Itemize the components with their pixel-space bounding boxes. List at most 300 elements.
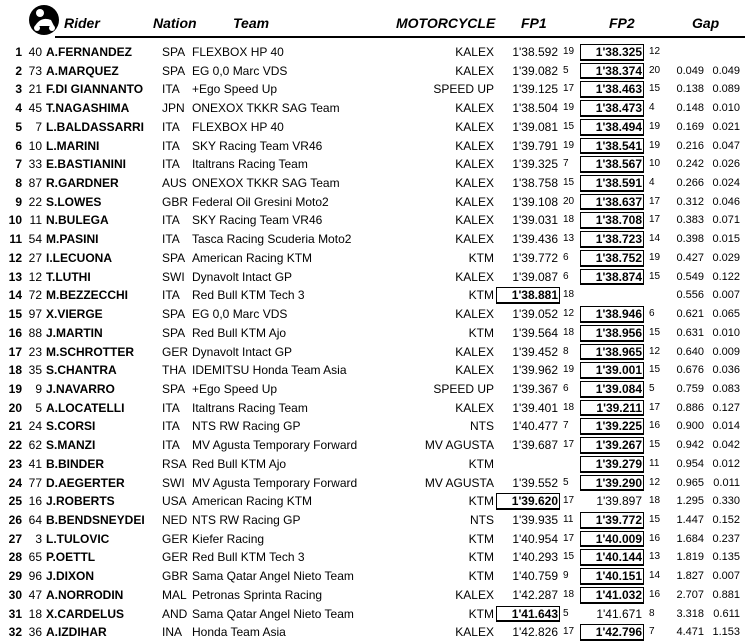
gap-previous: 0.011: [713, 476, 740, 489]
gap-previous: 0.007: [712, 289, 740, 302]
rider-number: 72: [28, 288, 42, 303]
table-row: [0, 474, 745, 493]
team-name: ONEXOX TKKR SAG Team: [192, 101, 340, 116]
position: 1: [15, 45, 22, 59]
motorcycle: KALEX: [455, 363, 494, 378]
position: 18: [8, 363, 22, 378]
header-rider: Rider: [64, 15, 100, 31]
fp2-laps: 16: [649, 588, 661, 600]
table-row: [0, 361, 745, 380]
team-name: EG 0,0 Marc VDS: [192, 63, 288, 78]
fp2-time: 1'38.965: [582, 343, 642, 362]
fp1-laps: 18: [563, 289, 575, 301]
fp1-time: 1'39.367: [512, 381, 558, 396]
rider-number: 12: [28, 269, 42, 284]
rider-name: L.MARINI: [46, 138, 100, 153]
motorcycle: KALEX: [455, 157, 494, 172]
position: 28: [8, 550, 22, 565]
position: 3: [15, 82, 22, 97]
gap-first: 0.049: [676, 64, 704, 77]
gap-first: 1.684: [676, 532, 704, 545]
team-name: +Ego Speed Up: [192, 82, 278, 97]
header-fp2: FP2: [609, 15, 635, 31]
table-row: [0, 586, 745, 605]
fp2-laps: 14: [649, 233, 661, 245]
header-gap: Gap: [692, 15, 720, 31]
table-row: [0, 80, 745, 99]
position: 16: [8, 325, 22, 340]
gap-previous: 0.012: [712, 457, 740, 470]
team-name: Kiefer Racing: [192, 531, 265, 546]
fp1-laps: 19: [563, 102, 575, 114]
fp2-time: 1'39.084: [582, 380, 642, 399]
rider-number: 54: [28, 232, 42, 247]
fp1-time: 1'40.293: [512, 550, 558, 565]
fp2-laps: 7: [649, 626, 655, 638]
gap-previous: 0.065: [712, 308, 740, 321]
table-row: [0, 417, 745, 436]
position: 19: [8, 381, 22, 396]
table-row: [0, 455, 745, 474]
header-team: Team: [233, 15, 270, 31]
motorcycle: KALEX: [455, 344, 494, 359]
fp2-laps: 12: [649, 345, 661, 357]
rider-name: X.VIERGE: [46, 307, 103, 322]
gap-previous: 0.122: [712, 270, 740, 283]
rider-number: 77: [28, 475, 42, 490]
team-name: ONEXOX TKKR SAG Team: [192, 176, 340, 191]
fp2-time: 1'39.225: [582, 417, 642, 436]
gap-first: 0.312: [676, 195, 704, 208]
position: 25: [8, 494, 22, 509]
table-row: [0, 399, 745, 418]
rider-number: 47: [28, 587, 42, 602]
team-name: Tasca Racing Scuderia Moto2: [192, 232, 352, 247]
fp2-laps: 10: [649, 158, 661, 170]
motorcycle: KALEX: [455, 45, 494, 59]
rider-name: J.ROBERTS: [46, 494, 115, 509]
fp2-time: 1'38.374: [582, 62, 642, 81]
fp1-laps: 17: [563, 626, 575, 638]
gap-previous: 0.009: [712, 345, 740, 358]
fp2-laps: 18: [649, 495, 661, 507]
fp1-time: 1'39.452: [512, 344, 558, 359]
table-row: [0, 605, 745, 624]
fp2-time: 1'38.463: [582, 80, 642, 99]
gap-first: 0.549: [676, 270, 704, 283]
gap-first: 3.318: [676, 607, 704, 620]
fp2-time: 1'38.874: [582, 268, 642, 287]
fp1-time: 1'39.436: [512, 232, 558, 247]
fp1-laps: 19: [563, 139, 575, 151]
header-nation: Nation: [153, 15, 197, 31]
team-name: Red Bull KTM Tech 3: [192, 550, 305, 565]
gap-first: 0.640: [676, 345, 704, 358]
rider-number: 73: [28, 63, 42, 78]
motorcycle: KALEX: [455, 587, 494, 602]
position: 15: [8, 307, 22, 322]
gap-first: 0.266: [676, 177, 704, 190]
team-name: FLEXBOX HP 40: [192, 119, 284, 134]
position: 23: [8, 456, 22, 471]
position: 21: [8, 419, 22, 434]
fp1-time: 1'40.759: [512, 569, 558, 584]
gap-first: 0.383: [676, 214, 704, 227]
fp1-time: 1'39.962: [512, 363, 558, 378]
rider-number: 11: [29, 213, 42, 228]
fp2-time: 1'40.009: [582, 530, 642, 549]
motorcycle: KTM: [468, 569, 494, 584]
gap-previous: 0.135: [712, 551, 740, 564]
fp1-time: 1'39.081: [512, 119, 558, 134]
rider-number: 18: [28, 606, 42, 621]
fp2-laps: 15: [649, 270, 661, 282]
motorcycle: KTM: [468, 550, 494, 565]
fp1-laps: 6: [563, 251, 569, 263]
gap-previous: 0.046: [712, 195, 740, 208]
team-name: SKY Racing Team VR46: [192, 138, 323, 153]
fp2-laps: 16: [649, 420, 661, 432]
fp2-laps: 4: [649, 102, 655, 114]
team-name: Italtrans Racing Team: [192, 157, 308, 172]
gap-first: 0.759: [676, 382, 704, 395]
position: 29: [8, 569, 22, 584]
motorcycle: KTM: [468, 494, 494, 509]
fp1-laps: 17: [563, 439, 575, 451]
fp2-time: 1'40.144: [582, 548, 642, 567]
fp1-laps: 11: [563, 514, 574, 525]
gap-first: 1.827: [676, 570, 704, 583]
gap-previous: 0.611: [713, 607, 740, 620]
table-row: [0, 174, 745, 193]
fp2-laps: 20: [649, 64, 661, 76]
motorcycle: SPEED UP: [433, 82, 494, 97]
rider-name: S.CHANTRA: [46, 363, 117, 378]
nation: SPA: [162, 45, 186, 59]
fp1-time: 1'38.881: [498, 286, 558, 305]
gap-first: 0.621: [676, 308, 704, 321]
gap-previous: 0.036: [712, 364, 740, 377]
team-name: EG 0,0 Marc VDS: [192, 307, 288, 322]
motorcycle: NTS: [470, 419, 494, 434]
table-row: [0, 436, 745, 455]
position: 27: [8, 531, 22, 546]
nation: RSA: [162, 456, 187, 471]
motorcycle: KALEX: [455, 119, 494, 134]
fp2-time: 1'38.591: [582, 174, 642, 193]
fp2-laps: 17: [649, 214, 661, 226]
rider-name: D.AEGERTER: [46, 475, 125, 490]
team-name: MV Agusta Temporary Forward: [192, 475, 358, 490]
gap-previous: 0.029: [712, 251, 740, 264]
gap-previous: 0.881: [712, 588, 740, 601]
nation: GBR: [162, 569, 189, 584]
fp2-laps: 14: [649, 570, 661, 582]
nation: AUS: [162, 176, 187, 191]
gap-first: 0.676: [676, 364, 704, 377]
motorcycle-rider-icon: [27, 4, 61, 36]
position: 17: [8, 344, 22, 359]
nation: MAL: [162, 587, 187, 602]
fp1-time: 1'39.031: [512, 213, 558, 228]
nation: ITA: [162, 288, 180, 303]
team-name: Honda Team Asia: [192, 625, 286, 640]
motorcycle: KTM: [468, 531, 494, 546]
nation: ITA: [162, 400, 180, 415]
rider-number: 7: [35, 119, 42, 134]
team-name: Sama Qatar Angel Nieto Team: [192, 606, 354, 621]
table-row: [0, 343, 745, 362]
rider-name: J.DIXON: [46, 569, 95, 584]
motorcycle: KTM: [468, 250, 494, 265]
team-name: FLEXBOX HP 40: [192, 45, 284, 59]
fp1-laps: 18: [563, 401, 575, 413]
gap-previous: 0.083: [712, 382, 740, 395]
gap-first: 0.965: [676, 476, 704, 489]
position: 31: [8, 606, 22, 621]
motorcycle: KALEX: [455, 138, 494, 153]
rider-number: 21: [28, 82, 42, 97]
fp2-laps: 12: [649, 46, 661, 57]
position: 8: [15, 176, 22, 191]
rider-name: A.NORRODIN: [46, 587, 124, 602]
rider-number: 65: [28, 550, 42, 565]
position: 20: [8, 400, 22, 415]
rider-number: 88: [28, 325, 42, 340]
rider-number: 24: [28, 419, 42, 434]
fp2-time: 1'38.473: [582, 99, 642, 118]
rider-number: 35: [28, 363, 42, 378]
rider-name: L.BALDASSARRI: [46, 119, 144, 134]
motorcycle: KTM: [468, 456, 494, 471]
fp2-time: 1'38.946: [582, 305, 642, 324]
nation: SPA: [162, 307, 186, 322]
position: 26: [8, 513, 22, 527]
fp2-time: 1'39.279: [582, 455, 642, 474]
fp2-laps: 15: [649, 514, 661, 525]
fp1-time: 1'38.504: [512, 101, 558, 116]
fp1-time: 1'39.791: [512, 138, 558, 153]
team-name: Red Bull KTM Tech 3: [192, 288, 305, 303]
rider-name: A.FERNANDEZ: [46, 45, 132, 59]
nation: SWI: [162, 269, 185, 284]
rider-name: S.CORSI: [46, 419, 96, 434]
motorcycle: KTM: [468, 606, 494, 621]
nation: AND: [162, 606, 188, 621]
nation: NED: [162, 513, 188, 527]
gap-first: 1.295: [676, 495, 704, 508]
rider-number: 45: [28, 101, 42, 116]
table-row: [0, 324, 745, 343]
gap-previous: 0.152: [712, 514, 740, 526]
motorcycle: KALEX: [455, 194, 494, 209]
nation: SPA: [162, 250, 186, 265]
motorcycle: SPEED UP: [433, 381, 494, 396]
fp1-laps: 7: [563, 420, 569, 432]
gap-previous: 0.049: [712, 64, 740, 77]
nation: SPA: [162, 63, 186, 78]
fp1-laps: 17: [563, 495, 575, 507]
fp1-time: 1'39.108: [512, 194, 558, 209]
table-row: [0, 548, 745, 567]
fp2-time: 1'38.637: [582, 193, 642, 212]
table-row: [0, 511, 745, 530]
fp1-laps: 17: [563, 532, 575, 544]
fp1-laps: 8: [563, 345, 569, 357]
rider-name: A.MARQUEZ: [46, 63, 119, 78]
fp1-time: 1'42.826: [512, 625, 558, 640]
gap-first: 0.900: [676, 420, 704, 433]
rider-name: B.BENDSNEYDEI: [46, 513, 145, 527]
fp1-time: 1'40.477: [512, 419, 558, 434]
team-name: SKY Racing Team VR46: [192, 213, 323, 228]
nation: SPA: [162, 325, 186, 340]
team-name: American Racing KTM: [192, 250, 313, 265]
gap-first: 0.242: [676, 158, 704, 171]
rider-name: T.NAGASHIMA: [46, 101, 130, 116]
nation: SPA: [162, 381, 186, 396]
fp1-time: 1'39.564: [512, 325, 558, 340]
nation: GER: [162, 531, 189, 546]
fp2-laps: 17: [649, 401, 661, 413]
nation: ITA: [162, 232, 180, 247]
fp2-laps: 15: [649, 326, 661, 338]
gap-previous: 0.007: [712, 570, 740, 583]
rider-number: 96: [28, 569, 42, 584]
fp2-laps: 4: [649, 177, 655, 189]
position: 24: [8, 475, 22, 490]
motorcycle: KALEX: [455, 307, 494, 322]
rider-name: S.MANZI: [46, 438, 96, 453]
nation: JPN: [162, 101, 185, 116]
gap-previous: 0.024: [712, 177, 740, 190]
fp2-laps: 15: [649, 439, 661, 451]
gap-previous: 0.047: [712, 139, 740, 152]
gap-previous: 0.010: [712, 326, 740, 339]
gap-previous: 0.089: [712, 83, 740, 96]
rider-number: 33: [28, 157, 42, 172]
rider-number: 64: [28, 513, 42, 527]
table-row: [0, 137, 745, 156]
table-row: [0, 193, 745, 212]
fp2-laps: 8: [649, 607, 655, 619]
team-name: Italtrans Racing Team: [192, 400, 308, 415]
nation: ITA: [162, 157, 180, 172]
fp1-time: 1'39.082: [512, 63, 558, 78]
fp1-laps: 13: [563, 233, 575, 245]
fp2-time: 1'38.541: [582, 137, 642, 156]
motorcycle: KALEX: [455, 269, 494, 284]
position: 14: [8, 288, 22, 303]
fp2-laps: 15: [649, 83, 661, 95]
rider-name: A.LOCATELLI: [46, 400, 125, 415]
team-name: +Ego Speed Up: [192, 381, 278, 396]
nation: GER: [162, 344, 189, 359]
gap-first: 0.169: [676, 120, 704, 133]
fp2-time: 1'39.897: [596, 494, 642, 509]
motorcycle: MV AGUSTA: [424, 438, 494, 453]
rider-number: 62: [28, 438, 42, 453]
table-row: [0, 230, 745, 249]
fp1-time: 1'39.552: [512, 475, 558, 490]
fp2-time: 1'38.752: [582, 249, 642, 268]
fp2-laps: 19: [649, 251, 661, 263]
motorcycle: KALEX: [455, 176, 494, 191]
header-fp1: FP1: [521, 15, 547, 31]
fp1-laps: 5: [563, 64, 569, 76]
fp2-time: 1'38.325: [582, 43, 642, 62]
gap-previous: 0.237: [712, 532, 740, 545]
table-row: [0, 155, 745, 174]
gap-first: 1.819: [676, 551, 704, 564]
fp1-time: 1'39.772: [512, 250, 558, 265]
fp2-time: 1'38.723: [582, 230, 642, 249]
nation: ITA: [162, 213, 180, 228]
fp1-laps: 5: [563, 476, 569, 488]
fp1-laps: 7: [563, 158, 569, 170]
fp1-time: 1'39.052: [512, 307, 558, 322]
gap-first: 0.954: [676, 457, 704, 470]
rider-number: 23: [28, 344, 42, 359]
fp2-laps: 12: [649, 476, 661, 488]
position: 32: [8, 625, 22, 640]
fp1-laps: 6: [563, 270, 569, 282]
fp2-laps: 19: [649, 139, 661, 151]
rider-name: A.IZDIHAR: [46, 625, 107, 640]
table-row: [0, 211, 745, 230]
team-name: NTS RW Racing GP: [192, 513, 301, 527]
fp2-time: 1'38.494: [582, 118, 642, 137]
team-name: MV Agusta Temporary Forward: [192, 438, 358, 453]
rider-number: 36: [28, 625, 42, 640]
nation: GER: [162, 550, 189, 565]
fp2-time: 1'38.956: [582, 324, 642, 343]
rider-number: 9: [35, 381, 42, 396]
fp2-time: 1'38.708: [582, 211, 642, 230]
table-row: [0, 43, 745, 62]
rider-number: 97: [28, 307, 42, 322]
fp1-laps: 20: [563, 195, 575, 207]
fp1-time: 1'39.087: [512, 269, 558, 284]
table-row: [0, 567, 745, 586]
position: 4: [15, 101, 22, 116]
gap-previous: 0.021: [712, 120, 740, 133]
table-row: [0, 268, 745, 287]
position: 11: [9, 232, 22, 247]
gap-first: 0.138: [676, 83, 704, 96]
table-row: [0, 492, 745, 511]
rider-number: 40: [28, 45, 42, 59]
motorcycle: NTS: [470, 513, 494, 527]
fp2-laps: 16: [649, 532, 661, 544]
fp2-time: 1'39.267: [582, 436, 642, 455]
rider-name: T.LUTHI: [46, 269, 91, 284]
table-row: [0, 286, 745, 305]
table-row: [0, 62, 745, 81]
position: 13: [8, 269, 22, 284]
rider-name: B.BINDER: [46, 456, 105, 471]
team-name: Dynavolt Intact GP: [192, 269, 293, 284]
gap-first: 1.447: [676, 514, 704, 526]
fp2-time: 1'39.772: [582, 511, 642, 530]
rider-name: E.BASTIANINI: [46, 157, 127, 172]
table-row: [0, 305, 745, 324]
motorcycle: KALEX: [455, 63, 494, 78]
fp1-time: 1'38.758: [512, 176, 558, 191]
rider-name: P.OETTL: [46, 550, 96, 565]
fp1-laps: 6: [563, 382, 569, 394]
fp2-laps: 5: [649, 382, 655, 394]
